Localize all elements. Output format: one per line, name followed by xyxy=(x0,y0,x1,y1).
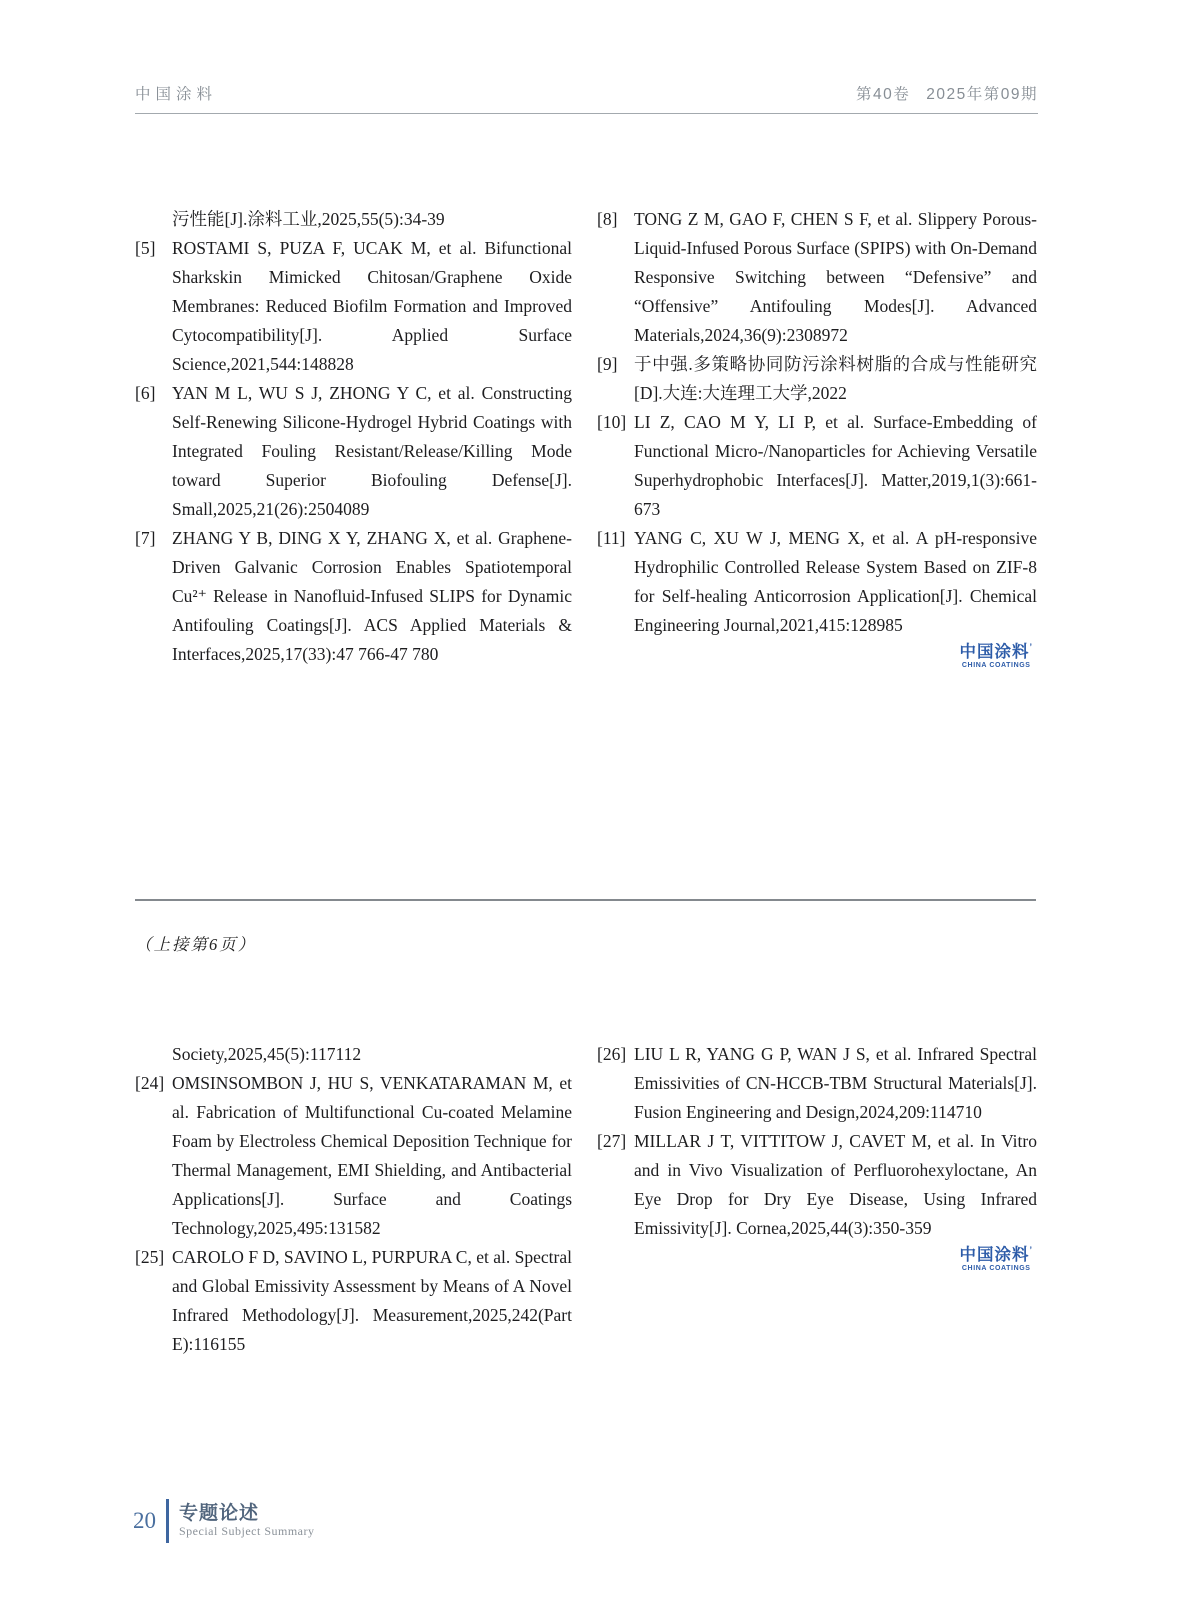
references-column-left xyxy=(135,205,572,672)
issue-label: 2025年第09期 xyxy=(926,86,1038,103)
reference-number: [26] xyxy=(597,1044,627,1064)
logo-chinese-name-2 xyxy=(959,1246,1033,1264)
reference-entry xyxy=(597,1127,1037,1243)
reference-text: ZHANG Y B, DING X Y, ZHANG X, et al. Graphene-Driven Galvanic Corrosion Enables Spatiotemporal Cu²⁺ Release in Nanofluid-Infused SLIPS for Dynamic Antifouling Coatings[J]. ACS Applied Materials & Interfaces,2025,17(33):47 766-47 780 xyxy=(172,528,572,664)
reference-text: ROSTAMI S, PUZA F, UCAK M, et al. Bifunctional Sharkskin Mimicked Chitosan/Graphene Oxide Membranes: Reduced Biofilm Formation and Improved Cytocompatibility[J]. Applied Surface Science,2021,544:148828 xyxy=(172,238,572,374)
reference-text: MILLAR J T, VITTITOW J, CAVET M, et al. In Vitro and in Vivo Visualization of Perfluorohexyloctane, An Eye Drop for Dry Eye Disease, Using Infrared Emissivity[J]. Cornea,2025,44(3):350-359 xyxy=(634,1131,1037,1238)
logo-text-2: 中国涂料 xyxy=(959,1246,1030,1264)
reference-number: [24] xyxy=(135,1073,165,1093)
footer-divider-bar xyxy=(166,1499,169,1543)
reference-text: 污性能[J].涂料工业,2025,55(5):34-39 xyxy=(172,209,445,229)
reference-entry xyxy=(135,379,572,524)
reference-number: [25] xyxy=(135,1247,165,1267)
issue-info xyxy=(856,82,1038,104)
journal-title: 中国涂料 xyxy=(135,86,218,103)
reference-entry xyxy=(135,1040,572,1069)
reference-text: OMSINSOMBON J, HU S, VENKATARAMAN M, et al. Fabrication of Multifunctional Cu-coated Melamine Foam by Electroless Chemical Deposition Technique for Thermal Management, EMI Shielding, and Antibacterial Applications[J]. Surface and Coatings Technology,2025,495:131582 xyxy=(172,1073,572,1238)
page-header xyxy=(135,82,1038,114)
reference-text: YAN M L, WU S J, ZHONG Y C, et al. Constructing Self-Renewing Silicone-Hydrogel Hybrid Coatings with Integrated Fouling Resistant/Release/Killing Mode toward Superior Biofouling Defense[J]. Small,2025,21(26):2504089 xyxy=(172,383,572,519)
logo-trademark-mark-2: ’ xyxy=(1029,1245,1033,1255)
reference-entry xyxy=(597,1040,1037,1127)
references-list-right xyxy=(597,205,1037,640)
continued-from-note: （上接第6页） xyxy=(135,935,257,954)
logo-trademark-mark: ’ xyxy=(1029,642,1033,652)
reference-number: [8] xyxy=(597,209,618,229)
footer-section-block xyxy=(179,1503,314,1540)
reference-entry xyxy=(597,524,1037,640)
reference-number: [10] xyxy=(597,412,627,432)
section-title: 专题论述 xyxy=(179,1502,260,1524)
page-number: 20 xyxy=(133,1508,156,1533)
reference-entry xyxy=(597,408,1037,524)
reference-number: [6] xyxy=(135,383,156,403)
reference-entry xyxy=(135,234,572,379)
reference-number: [11] xyxy=(597,528,626,548)
reference-entry xyxy=(597,350,1037,408)
reference-number: [9] xyxy=(597,354,618,374)
page-footer xyxy=(133,1499,314,1543)
reference-entry xyxy=(135,524,572,669)
logo-english-name: CHINA COATINGS xyxy=(961,662,1031,670)
logo-wrapper-bottom xyxy=(597,1246,1037,1275)
section-divider xyxy=(135,899,1036,901)
reference-text: CAROLO F D, SAVINO L, PURPURA C, et al. Spectral and Global Emissivity Assessment by Means of A Novel Infrared Methodology[J]. Measurement,2025,242(Part E):116155 xyxy=(172,1247,572,1354)
logo-wrapper-top xyxy=(597,643,1037,672)
references-list-right-2 xyxy=(597,1040,1037,1243)
reference-entry xyxy=(135,1243,572,1359)
reference-text: YANG C, XU W J, MENG X, et al. A pH-responsive Hydrophilic Controlled Release System Based on ZIF-8 for Self-healing Anticorrosion Application[J]. Chemical Engineering Journal,2021,415:128985 xyxy=(634,528,1037,635)
logo-text: 中国涂料 xyxy=(959,643,1030,661)
reference-text: TONG Z M, GAO F, CHEN S F, et al. Slippery Porous-Liquid-Infused Porous Surface (SPIPS) with On-Demand Responsive Switching between “Defensive” and “Offensive” Antifouling Modes[J]. Advanced Materials,2024,36(9):2308972 xyxy=(634,209,1037,345)
reference-text: Society,2025,45(5):117112 xyxy=(172,1044,362,1064)
china-coatings-logo xyxy=(959,643,1033,669)
reference-entry xyxy=(135,205,572,234)
china-coatings-logo-2 xyxy=(959,1246,1033,1272)
reference-entry xyxy=(597,205,1037,350)
section-subtitle: Special Subject Summary xyxy=(179,1524,315,1539)
references-section-bottom xyxy=(135,1040,1037,1359)
logo-chinese-name xyxy=(959,643,1033,661)
references-section-top xyxy=(135,205,1037,672)
reference-entry xyxy=(135,1069,572,1243)
reference-number: [7] xyxy=(135,528,156,548)
reference-number: [27] xyxy=(597,1131,627,1151)
reference-number: [5] xyxy=(135,238,156,258)
references-column-right-2 xyxy=(597,1040,1037,1359)
references-column-right xyxy=(597,205,1037,672)
volume-label: 第40卷 xyxy=(856,86,911,103)
reference-text: 于中强.多策略协同防污涂料树脂的合成与性能研究[D].大连:大连理工大学,2022 xyxy=(634,354,1037,403)
references-column-left-2 xyxy=(135,1040,572,1359)
logo-english-name-2: CHINA COATINGS xyxy=(961,1265,1031,1273)
reference-text: LI Z, CAO M Y, LI P, et al. Surface-Embedding of Functional Micro-/Nanoparticles for Achieving Versatile Superhydrophobic Interfaces[J]. Matter,2019,1(3):661-673 xyxy=(634,412,1037,519)
reference-text: LIU L R, YANG G P, WAN J S, et al. Infrared Spectral Emissivities of CN-HCCB-TBM Structural Materials[J]. Fusion Engineering and Design,2024,209:114710 xyxy=(634,1044,1037,1122)
